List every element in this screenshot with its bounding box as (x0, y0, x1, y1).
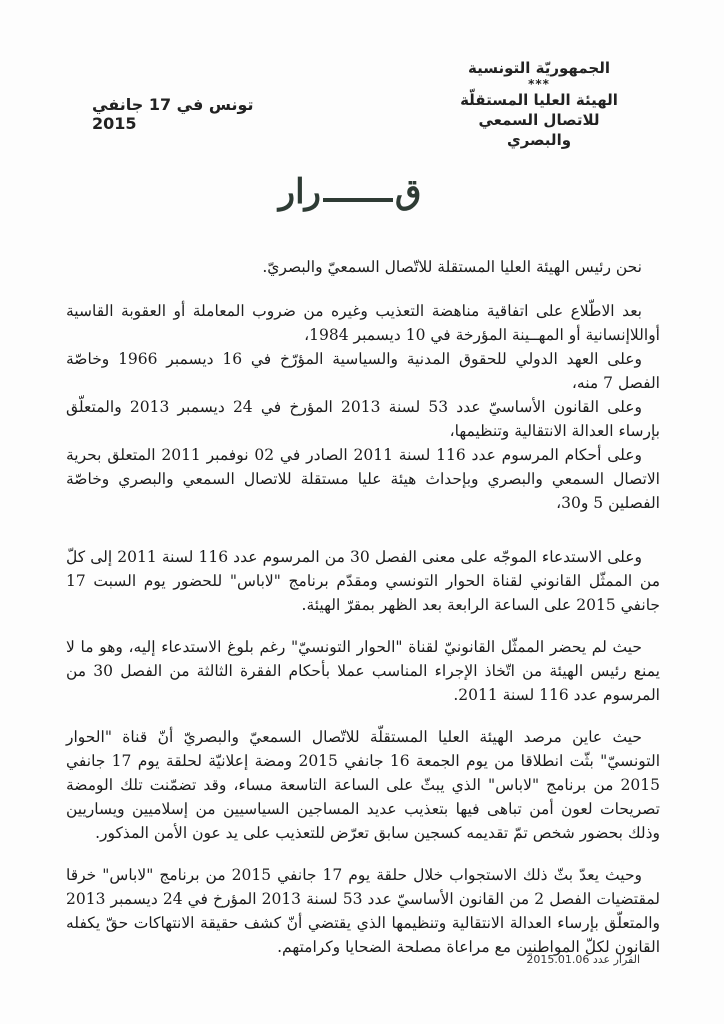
intro-statement: نحن رئيس الهيئة العليا المستقلة للاتّصال السمعيّ والبصريّ. (262, 258, 642, 276)
paragraph: حيث لم يحضر الممثّل القانونيّ لقناة "الحوار التونسيّ" رغم بلوغ الاستدعاء إليه، وهو ما لا يمنع رئيس الهيئة من اتّخاذ الإجراء المناسب عملا بأحكام الفقرة الثالثة من الفصل 30 من المرسوم عدد 116 لسنة 2011. (66, 638, 660, 704)
letterhead-separator: *** (528, 77, 550, 91)
paragraph: وعلى الاستدعاء الموجّه على معنى الفصل 30 من المرسوم عدد 116 لسنة 2011 إلى كلّ من الممثّل القانوني لقناة الحوار التونسي ومقدّم برنامج "لاباس" للحضور يوم السبت 17 جانفي 2015 على الساعة الرابعة بعد الظهر بمقرّ الهيئة. (66, 548, 660, 614)
document-title (250, 172, 450, 212)
title-rest: رار (278, 172, 321, 212)
authority-name-line1: الهيئة العليا المستقلّة (460, 91, 618, 109)
paragraph: وحيث يعدّ بثّ ذلك الاستجواب خلال حلقة يوم 17 جانفي 2015 من برنامج "لاباس" خرقا لمقتضيات الفصل 2 من القانون الأساسيّ عدد 53 لسنة 2013 المؤرخ في 24 ديسمبر 2013 والمتعلّق بإرساء العدالة الانتقالية وتنظيمها الذي يقتضي أنّ كشف حقيقة الانتهاكات حقّ يكفله القانون لكلّ المواطنين مع مراعاة مصلحة الضحايا وكرامتهم. (66, 866, 660, 956)
paragraph: وعلى العهد الدولي للحقوق المدنية والسياسية المؤرّخ في 16 ديسمبر 1966 وخاصّة الفصل 7 منه، (66, 350, 660, 392)
place-and-date: تونس في 17 جانفي 2015 (92, 95, 254, 133)
paragraph: بعد الاطّلاع على اتفاقية مناهضة التعذيب وغيره من ضروب المعاملة أو العقوبة القاسية أواللاإنسانية أو المهــينة المؤرخة في 10 ديسمبر 1984، (66, 302, 660, 344)
paragraph: حيث عاين مرصد الهيئة العليا المستقلّة للاتّصال السمعيّ والبصريّ أنّ قناة "الحوار التونسيّ" بثّت انطلاقا من يوم الجمعة 16 جانفي 2015 ومضة إعلانيّة لحلقة يوم 17 جانفي 2015 من برنامج "لاباس" الذي يبثّ على الساعة التاسعة مساء، وقد تضمّنت تلك الومضة تصريحات لعون أمن تباهى فيها بتعذيب عديد المساجين السياسيين من إسلاميين ويساريين وذلك بحضور شخص تمّ تقديمه كسجين سابق تعرّض للتعذيب على يد عون الأمن المذكور. (66, 728, 660, 842)
title-first-letter: ق (394, 172, 422, 212)
title-kashida-stroke (323, 198, 393, 202)
letterhead (444, 58, 634, 150)
paragraph: وعلى أحكام المرسوم عدد 116 لسنة 2011 الصادر في 02 نوفمبر 2011 المتعلق بحرية الاتصال السمعي والبصري وبإحداث هيئة عليا مستقلة للاتصال السمعي والبصري وخاصّة الفصلين 5 و30، (66, 446, 660, 512)
document-body (66, 255, 660, 959)
paragraph: وعلى القانون الأساسيّ عدد 53 لسنة 2013 المؤرخ في 24 ديسمبر 2013 والمتعلّق بإرساء العدالة الانتقالية وتنظيمها، (66, 398, 660, 440)
country-name: الجمهوريّة التونسية (468, 59, 610, 77)
decision-reference-number: القرار عدد 2015.01.06 (526, 953, 640, 966)
authority-name-line2: للاتصال السمعي والبصري (478, 111, 600, 149)
